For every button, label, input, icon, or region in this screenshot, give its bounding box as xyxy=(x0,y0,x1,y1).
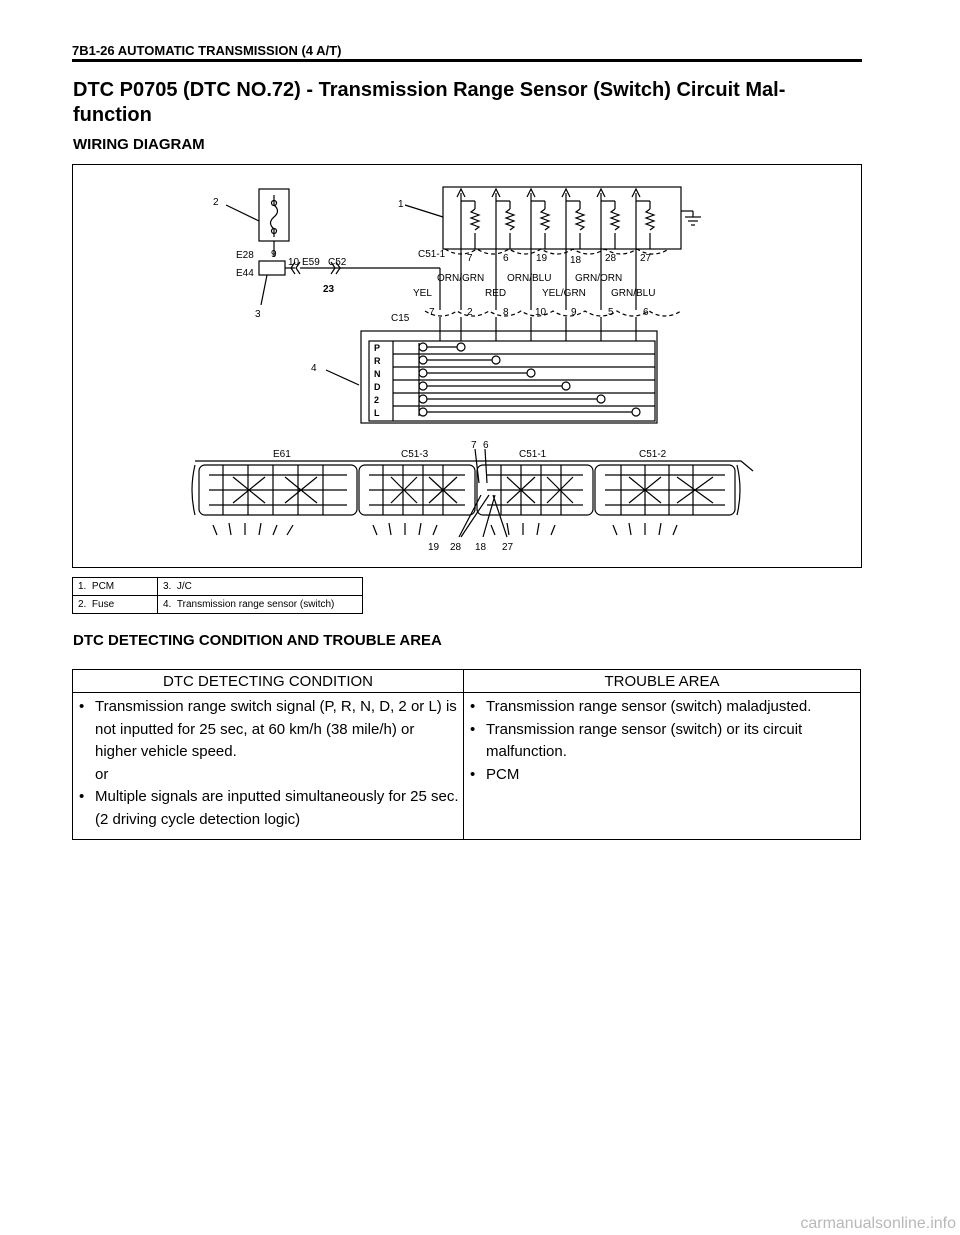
wire-orn-grn: ORN/GRN xyxy=(437,273,485,284)
page-title: DTC P0705 (DTC NO.72) - Transmission Range Sensor (Switch) Circuit Mal- function xyxy=(73,79,786,126)
pos-d: D xyxy=(374,382,381,392)
diagram-labels xyxy=(213,197,667,553)
condition-item: • Multiple signals are inputted simultaneously for 25 sec. xyxy=(77,786,459,809)
label-c51-1: C51-1 xyxy=(418,249,446,260)
pcm-pin-7: 7 xyxy=(467,253,473,264)
label-c52: C52 xyxy=(328,257,347,268)
trouble-area-cell xyxy=(464,693,861,840)
legend-cell: 3. J/C xyxy=(158,578,363,596)
callout-3: 3 xyxy=(255,309,261,320)
bottom-pin-18: 18 xyxy=(475,542,487,553)
pcm-resistors xyxy=(461,193,654,249)
pos-l: L xyxy=(374,408,380,418)
dtc-heading: DTC DETECTING CONDITION AND TROUBLE AREA xyxy=(73,632,442,649)
wire-orn-blu: ORN/BLU xyxy=(507,273,552,284)
wire-grn-orn: GRN/ORN xyxy=(575,273,623,284)
col-header-condition: DTC DETECTING CONDITION xyxy=(73,670,464,693)
range-sensor-box xyxy=(361,331,657,423)
c15-pin-5: 5 xyxy=(608,307,614,318)
bottom-pin-27: 27 xyxy=(502,542,514,553)
wire-yel: YEL xyxy=(413,288,432,299)
c15-pin-9: 9 xyxy=(571,307,577,318)
callout-2: 2 xyxy=(213,197,219,208)
label-e59: E59 xyxy=(302,257,320,268)
c15-pin-8: 8 xyxy=(503,307,509,318)
wire-grn-blu: GRN/BLU xyxy=(611,288,656,299)
label-e28: E28 xyxy=(236,250,254,261)
jc-box xyxy=(259,261,285,275)
pcm-pin-27: 27 xyxy=(640,253,652,264)
c15-pin-7: 7 xyxy=(429,307,435,318)
dtc-table xyxy=(72,669,861,840)
label-e61: E61 xyxy=(273,449,291,460)
condition-or: or xyxy=(95,765,109,783)
pos-2: 2 xyxy=(374,395,380,405)
trouble-area-item: • Transmission range sensor (switch) or its circuit malfunction. xyxy=(468,719,856,764)
pcm-pin-19: 19 xyxy=(536,253,548,264)
c15-pin-10: 10 xyxy=(535,307,547,318)
label-jc-pin: 10 xyxy=(288,257,300,268)
legend-row xyxy=(73,596,363,614)
watermark: carmanualsonline.info xyxy=(800,1215,956,1232)
pcm-pin-18: 18 xyxy=(570,255,582,266)
label-c51-2: C51-2 xyxy=(639,449,667,460)
pos-r: R xyxy=(374,356,381,366)
legend-cell: 4. Transmission range sensor (switch) xyxy=(158,596,363,614)
label-c52-pin: 23 xyxy=(323,284,335,295)
label-c15: C15 xyxy=(391,313,410,324)
wire-red: RED xyxy=(485,288,507,299)
condition-cell xyxy=(73,693,464,840)
wire-yel-grn: YEL/GRN xyxy=(542,288,586,299)
col-header-trouble-area: TROUBLE AREA xyxy=(464,670,861,693)
pos-p: P xyxy=(374,343,381,353)
wiring-diagram-heading: WIRING DIAGRAM xyxy=(73,136,205,153)
callout-1: 1 xyxy=(398,199,404,210)
dtc-header-row xyxy=(73,670,861,693)
bottom-pin-7: 7 xyxy=(471,440,477,451)
pos-n: N xyxy=(374,369,381,379)
bottom-pin-6: 6 xyxy=(483,440,489,451)
legend-table xyxy=(72,577,363,614)
wiring-diagram-svg xyxy=(73,165,861,567)
pcm-pin-6: 6 xyxy=(503,253,509,264)
legend-cell: 1. PCM xyxy=(73,578,158,596)
label-e44: E44 xyxy=(236,268,254,279)
callout-4: 4 xyxy=(311,363,317,374)
c15-pin-6: 6 xyxy=(643,307,649,318)
label-c51-3: C51-3 xyxy=(401,449,429,460)
label-fuse-pin: 9 xyxy=(271,249,277,260)
c15-pin-2: 2 xyxy=(467,307,473,318)
bottom-pin-28: 28 xyxy=(450,542,462,553)
condition-logic: (2 driving cycle detection logic) xyxy=(95,810,301,828)
dtc-row xyxy=(73,693,861,840)
trouble-area-item: • Transmission range sensor (switch) maladjusted. xyxy=(468,696,856,719)
condition-item: • Transmission range switch signal (P, R, N, D, 2 or L) is not inputted for 25 sec, at 60 km/h (38 mile/h) or higher vehicle speed. xyxy=(77,696,459,764)
header-rule xyxy=(72,59,862,62)
trouble-area-item: • PCM xyxy=(468,764,856,787)
page-header: 7B1-26 AUTOMATIC TRANSMISSION (4 A/T) xyxy=(72,43,342,58)
wiring-diagram xyxy=(72,164,862,568)
label-c51-1-bottom: C51-1 xyxy=(519,449,547,460)
bottom-pin-19: 19 xyxy=(428,542,440,553)
legend-row xyxy=(73,578,363,596)
pcm-pin-28: 28 xyxy=(605,253,617,264)
legend-cell: 2. Fuse xyxy=(73,596,158,614)
